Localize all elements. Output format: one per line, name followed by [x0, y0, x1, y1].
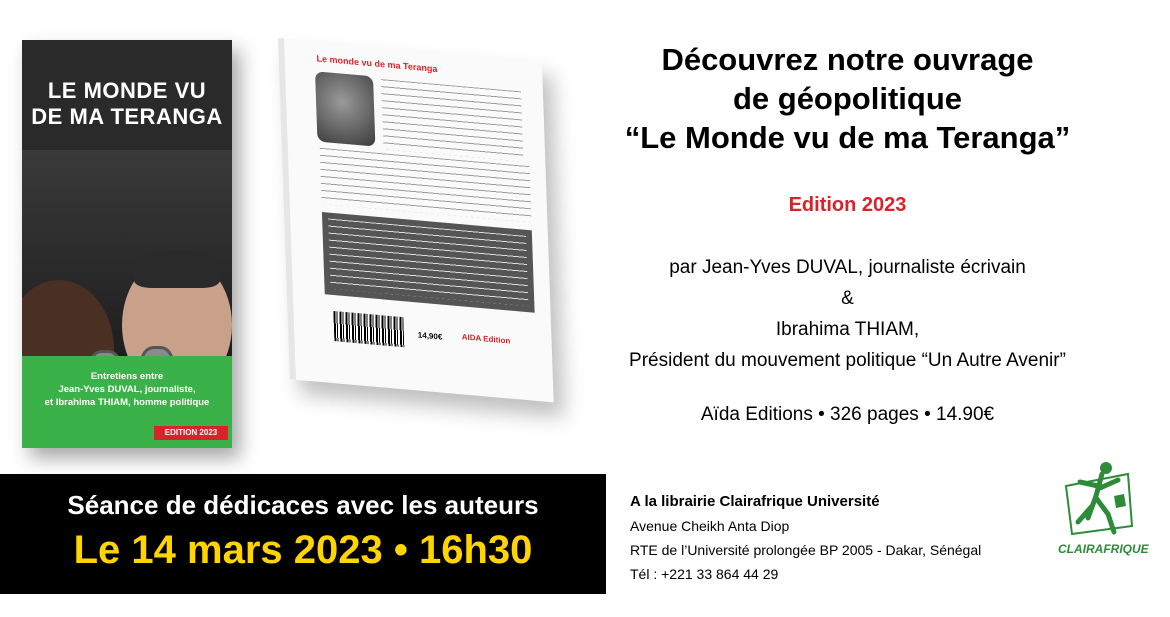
author-line: & [841, 288, 854, 309]
cover-subtitle-line: Entretiens entre [90, 371, 164, 382]
author-line: Président du mouvement politique “Un Autre Avenir” [629, 350, 1066, 371]
cover-title-line: LE MONDE VU [47, 78, 207, 103]
cover-title-line: DE MA TERANGA [31, 104, 223, 129]
heading-line: “Le Monde vu de ma Teranga” [624, 120, 1071, 155]
back-cover-bio-text [328, 219, 528, 307]
cover-edition-badge: EDITION 2023 [154, 426, 228, 440]
author-line: Ibrahima THIAM, [775, 319, 920, 340]
book-back-cover [278, 38, 554, 402]
edition-label: Edition 2023 [788, 194, 907, 216]
publisher-logo: AIDA Edition [461, 332, 511, 346]
main-heading [540, 40, 1155, 157]
heading-line: de géopolitique [732, 81, 963, 116]
cover-subtitle-line: et Ibrahima THIAM, homme politique [44, 397, 210, 408]
back-cover-text [381, 79, 523, 162]
address-street: Avenue Cheikh Anta Diop [630, 518, 790, 534]
bookstore-name: A la librairie Clairafrique Université [630, 493, 880, 510]
address-city: RTE de l’Université prolongée BP 2005 - Dakar, Sénégal [630, 542, 982, 558]
dancer-icon [1058, 456, 1148, 542]
author-hair-right [134, 250, 220, 288]
back-cover-price: 14,90€ [417, 330, 443, 342]
cover-photo [22, 150, 232, 356]
banner-title: Séance de dédicaces avec les auteurs [67, 490, 539, 520]
book-front-cover [22, 40, 232, 448]
globe-image [315, 71, 375, 146]
back-cover-bio-box [322, 212, 535, 313]
cover-title [22, 78, 232, 130]
clairafrique-logo [1058, 456, 1148, 566]
address-phone: Tél : +221 33 864 44 29 [630, 566, 779, 582]
banner-date: Le 14 mars 2023 • 16h30 [73, 528, 533, 572]
back-cover-title: Le monde vu de ma Teranga [316, 53, 438, 75]
book-meta: Aïda Editions • 326 pages • 14.90€ [700, 404, 995, 425]
author-line: par Jean-Yves DUVAL, journaliste écrivain [669, 257, 1026, 278]
heading-line: Découvrez notre ouvrage [661, 42, 1034, 77]
cover-subtitle [30, 370, 224, 409]
bookstore-address [630, 490, 981, 586]
cover-subtitle-line: Jean-Yves DUVAL, journaliste, [58, 384, 196, 395]
barcode-icon [333, 311, 404, 347]
logo-label: CLAIRAFRIQUE [1058, 542, 1149, 556]
authors-block [540, 252, 1155, 376]
signing-banner [0, 474, 606, 594]
